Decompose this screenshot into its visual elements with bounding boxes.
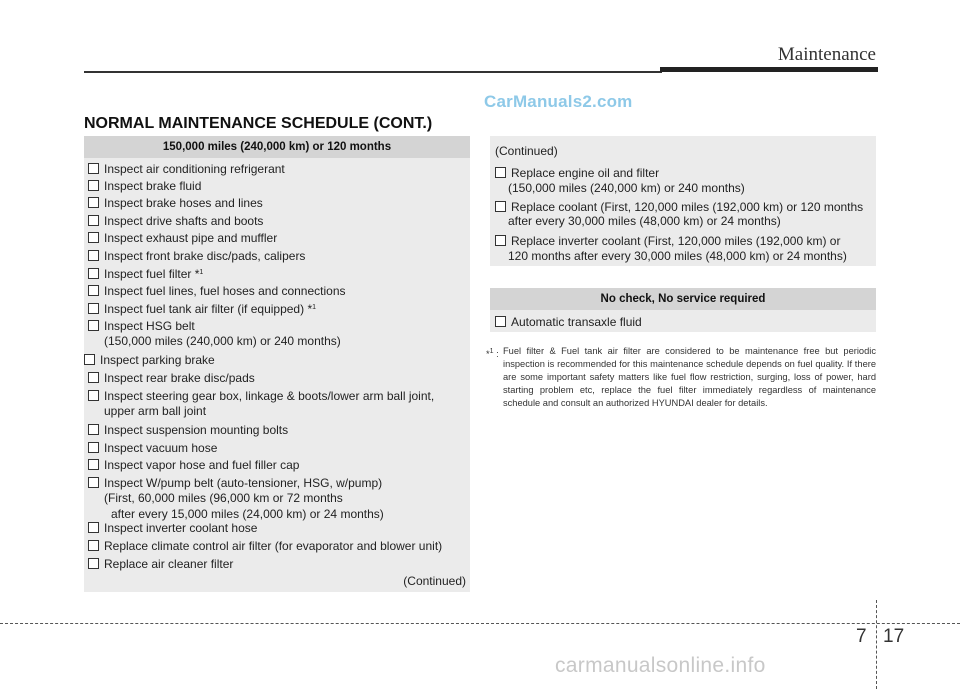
checkbox-icon (84, 354, 95, 365)
list-item: Inspect fuel filter *$^1$ (88, 265, 203, 282)
page-header-title: Maintenance (777, 44, 876, 65)
checkbox-icon (495, 316, 506, 327)
checkbox-icon (88, 250, 99, 261)
list-item: Inspect vacuum hose (88, 440, 217, 456)
list-item: Inspect W/pump belt (auto-tensioner, HSG, w/pump) (88, 475, 382, 491)
list-item: Inspect brake hoses and lines (88, 195, 263, 211)
list-item: Inspect fuel tank air filter (if equipped) *$^1$ (88, 300, 316, 317)
list-item: Replace climate control air filter (for evaporator and blower unit) (88, 538, 442, 554)
list-item: Inspect vapor hose and fuel filler cap (88, 457, 299, 473)
checkbox-icon (88, 180, 99, 191)
checkbox-icon (88, 522, 99, 533)
list-item-detail: (First, 60,000 miles (96,000 km or 72 months (104, 491, 343, 505)
list-item: Replace engine oil and filter (495, 165, 659, 181)
watermark-top: CarManuals2.com (484, 92, 633, 111)
list-item: Inspect exhaust pipe and muffler (88, 230, 277, 246)
footnote-text: Fuel filter & Fuel tank air filter are considered to be maintenance free but periodic inspection is recommended for this maintenance schedule depends on fuel quality. If there are some important safety matters like fuel flow restriction, surging, loss of power, hard starting problem etc, replace the fuel filter immediately regardless of maintenance schedule and consult an authorized HYUNDAI dealer for details. (503, 346, 876, 408)
checkbox-icon (88, 285, 99, 296)
list-item: Inspect steering gear box, linkage & boots/lower arm ball joint, (88, 388, 434, 404)
list-item: Inspect fuel lines, fuel hoses and connections (88, 283, 346, 299)
checkbox-icon (88, 442, 99, 453)
checkbox-icon (495, 201, 506, 212)
list-item: Inspect HSG belt (88, 318, 195, 334)
list-item: Inspect air conditioning refrigerant (88, 161, 285, 177)
list-item: Inspect front brake disc/pads, calipers (88, 248, 305, 264)
checkbox-icon (88, 163, 99, 174)
continued-label: (Continued) (403, 574, 466, 588)
checkbox-icon (88, 477, 99, 488)
list-item: Inspect brake fluid (88, 178, 201, 194)
checkbox-icon (88, 558, 99, 569)
checkbox-icon (495, 167, 506, 178)
list-item: Replace inverter coolant (First, 120,000 miles (192,000 km) or (495, 233, 840, 249)
table-heading: No check, No service required (490, 288, 876, 310)
checkbox-icon (88, 540, 99, 551)
list-item-detail: 120 months after every 30,000 miles (48,000 km) or 24 months) (508, 249, 847, 263)
header-rule (84, 71, 662, 73)
checkbox-icon (88, 303, 99, 314)
list-item: Replace coolant (First, 120,000 miles (192,000 km) or 120 months (495, 199, 863, 215)
checkbox-icon (88, 372, 99, 383)
list-item-detail: (150,000 miles (240,000 km) or 240 months) (508, 181, 745, 195)
footnote-ref: 1 (312, 304, 317, 311)
list-item: Inspect suspension mounting bolts (88, 422, 288, 438)
list-item: Inspect parking brake (84, 352, 215, 368)
checkbox-icon (88, 268, 99, 279)
list-item: Replace air cleaner filter (88, 556, 233, 572)
checkbox-icon (88, 390, 99, 401)
watermark-bottom: carmanualsonline.info (555, 654, 766, 677)
checkbox-icon (88, 320, 99, 331)
table-heading: 150,000 miles (240,000 km) or 120 months (84, 136, 470, 158)
list-item: Automatic transaxle fluid (495, 314, 642, 330)
section-title: NORMAL MAINTENANCE SCHEDULE (CONT.) (84, 115, 433, 132)
continued-label: (Continued) (495, 144, 558, 158)
page-number-divider (876, 600, 877, 689)
footer-rule (0, 623, 960, 624)
list-item: Inspect rear brake disc/pads (88, 370, 255, 386)
chapter-number: 7 (856, 626, 867, 647)
checkbox-icon (88, 215, 99, 226)
header-rule-accent (660, 67, 878, 72)
list-item-detail: upper arm ball joint (104, 404, 207, 418)
checkbox-icon (88, 232, 99, 243)
list-item-detail: (150,000 miles (240,000 km) or 240 months) (104, 334, 341, 348)
checkbox-icon (495, 235, 506, 246)
no-service-table (490, 288, 876, 332)
schedule-table-150k (84, 136, 470, 592)
list-item-detail: after every 15,000 miles (24,000 km) or 24 months) (111, 507, 384, 521)
checkbox-icon (88, 459, 99, 470)
footnote-marker: *$^1$ : (486, 348, 499, 359)
checkbox-icon (88, 424, 99, 435)
page-number: 17 (883, 626, 905, 647)
footnote (486, 345, 876, 410)
schedule-table-continued (490, 136, 876, 266)
list-item: Inspect inverter coolant hose (88, 520, 257, 536)
list-item-detail: after every 30,000 miles (48,000 km) or 24 months) (508, 214, 781, 228)
list-item: Inspect drive shafts and boots (88, 213, 263, 229)
checkbox-icon (88, 197, 99, 208)
footnote-ref: 1 (199, 269, 204, 276)
